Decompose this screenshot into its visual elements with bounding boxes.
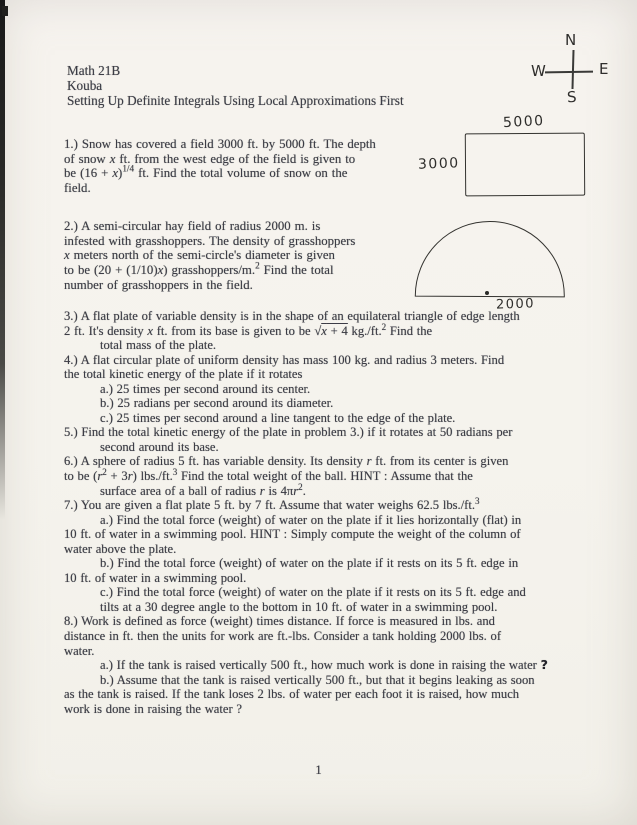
- problem-8-line: 8.) Work is defined as force (weight) times distance. If force is measured in lbs. and: [64, 614, 495, 629]
- semicircle-center-dot: [485, 291, 489, 295]
- compass-west-label: W: [531, 62, 546, 80]
- problem-4-line: b.) 25 radians per second around its diameter.: [100, 396, 334, 411]
- problem-1-line: field.: [64, 181, 91, 196]
- problem-2-line: infested with grasshoppers. The density of grasshoppers: [64, 233, 356, 248]
- semicircle-shape: [415, 221, 565, 298]
- problem-1-line: be $(16 + x)^{1/4}$ ft. Find the total volume of snow on the: [64, 164, 348, 181]
- compass-east-label: E: [599, 60, 609, 78]
- problem-4-line: 4.) A flat circular plate of uniform density has mass 100 kg. and radius 3 meters. Find: [64, 352, 505, 367]
- semicircle-radius-label: 2000: [495, 296, 536, 313]
- rectangle-width-label: 5000: [502, 112, 546, 132]
- rectangle-height-label: 3000: [417, 155, 460, 173]
- instructor-name: Kouba: [67, 78, 103, 93]
- problem-8-line: a.) If the tank is raised vertically 500 ft., how much work is done in raising the water ?: [100, 657, 548, 673]
- worksheet-title: Setting Up Definite Integrals Using Local Approximations First: [67, 93, 404, 108]
- problem-4-line: a.) 25 times per second around its center.: [100, 381, 311, 396]
- problem-6-line: to be $(r^2 + 3r)$ lbs./ft.$^3$ Find the total weight of the ball. HINT : Assume that the: [64, 466, 473, 484]
- problem-2-text: [64, 219, 446, 293]
- problem-7-line: b.) Find the total force (weight) of water on the plate if it rests on its 5 ft. edge in: [100, 556, 519, 571]
- problem-7-line: tilts at a 30 degree angle to the bottom in 10 ft. of water in a swimming pool.: [100, 599, 498, 614]
- problem-2-line: number of grasshoppers in the field.: [64, 277, 253, 292]
- problem-4-line: c.) 25 times per second around a line tangent to the edge of the plate.: [100, 410, 456, 425]
- problem-7-line: c.) Find the total force (weight) of water on the plate if it rests on its 5 ft. edge and: [100, 585, 526, 600]
- problem-7-line: a.) Find the total force (weight) of water on the plate if it lies horizontally (flat) in: [100, 512, 522, 527]
- problem-8-line: b.) Assume that the tank is raised vertically 500 ft., but that it begins leaking as soon: [100, 672, 535, 687]
- problem-2-line: to be (20 + (1/10)x) grasshoppers/m.$^2$ Find the total: [64, 260, 334, 278]
- problem-3-line: 2 ft. It's density x ft. from its base is given to be √x + 4 kg./ft.$^2$ Find the: [64, 321, 433, 338]
- problem-7-line: water above the plate.: [64, 541, 177, 556]
- compass-rose-figure: [531, 33, 619, 107]
- problem-3-line: total mass of the plate.: [100, 338, 217, 353]
- problem-1-line: 1.) Snow has covered a field 3000 ft. by 5000 ft. The depth: [64, 137, 376, 151]
- rectangle-field-figure: [417, 112, 598, 205]
- course-name: Math 21B: [67, 63, 121, 78]
- rectangle-shape: [465, 133, 585, 197]
- problem-6-line: 6.) A sphere of radius 5 ft. has variable density. Its density r ft. from its center is given: [64, 454, 509, 469]
- problem-7-line: 7.) You are given a flat plate 5 ft. by 7 ft. Assume that water weighs 62.5 lbs./ft.$^3$: [64, 495, 480, 513]
- problem-6-line: surface area of a ball of radius r is $4\pi r^2$.: [100, 481, 306, 498]
- problems-3-8-text: [64, 309, 612, 716]
- problem-7-line: 10 ft. of water in a swimming pool. HINT : Simply compute the weight of the column of: [64, 527, 521, 542]
- problem-5-line: second around its base.: [100, 439, 219, 454]
- compass-vertical-line: [571, 50, 574, 89]
- problem-4-line: the total kinetic energy of the plate if it rotates: [64, 367, 303, 382]
- semicircle-field-figure: [413, 219, 573, 311]
- problem-5-line: 5.) Find the total kinetic energy of the plate in problem 3.) if it rotates at 50 radians per: [64, 425, 513, 440]
- compass-north-label: N: [565, 31, 577, 49]
- scan-edge-artifact: [0, 0, 5, 520]
- problem-8-line: as the tank is raised. If the tank loses 2 lbs. of water per each foot it is raised, how much: [64, 687, 520, 702]
- problem-3-line: 3.) A flat plate of variable density is in the shape of an equilateral triangle of edge length: [64, 309, 520, 323]
- page-number: 1: [315, 762, 322, 777]
- problem-1-text: [64, 137, 446, 196]
- problem-2-line: 2.) A semi-circular hay field of radius 2000 m. is: [64, 219, 321, 233]
- problem-8-line: distance in ft. then the units for work are ft.-lbs. Consider a tank holding 2000 lbs. of: [64, 629, 502, 644]
- problem-8-line: water.: [64, 643, 95, 658]
- problem-2-line: x meters north of the semi-circle's diameter is given: [64, 248, 335, 263]
- problem-7-line: 10 ft. of water in a swimming pool.: [64, 570, 247, 585]
- compass-horizontal-line: [545, 71, 593, 73]
- worksheet-header: [67, 63, 404, 108]
- problem-1-line: of snow x ft. from the west edge of the field is given to: [64, 151, 356, 166]
- compass-south-label: S: [566, 87, 578, 107]
- problem-8-line: work is done in raising the water ?: [64, 701, 243, 716]
